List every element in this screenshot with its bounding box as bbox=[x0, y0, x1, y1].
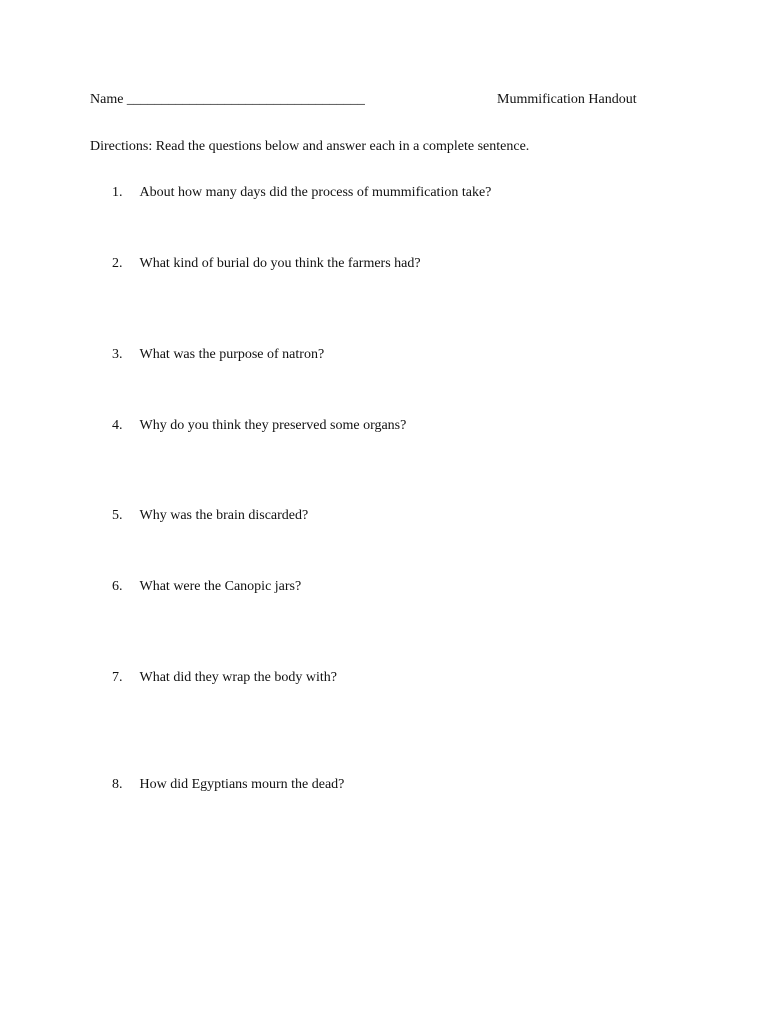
question-number: 8. bbox=[112, 777, 123, 792]
question-item bbox=[112, 670, 337, 686]
question-text: What was the purpose of natron? bbox=[139, 347, 325, 362]
question-item bbox=[112, 256, 421, 272]
question-item bbox=[112, 508, 308, 524]
name-field-label: Name __________________________________ bbox=[90, 92, 365, 107]
question-item bbox=[112, 777, 344, 793]
question-number: 7. bbox=[112, 670, 123, 685]
question-text: Why do you think they preserved some organs? bbox=[139, 418, 407, 433]
question-number: 3. bbox=[112, 347, 123, 362]
question-item bbox=[112, 418, 406, 434]
page-title: Mummification Handout bbox=[497, 92, 637, 107]
question-item bbox=[112, 347, 324, 363]
question-number: 6. bbox=[112, 579, 123, 594]
question-number: 2. bbox=[112, 256, 123, 271]
directions-text: Directions: Read the questions below and answer each in a complete sentence. bbox=[90, 139, 530, 154]
question-number: 5. bbox=[112, 508, 123, 523]
question-text: What did they wrap the body with? bbox=[139, 670, 338, 685]
question-text: What were the Canopic jars? bbox=[139, 579, 302, 594]
question-number: 4. bbox=[112, 418, 123, 433]
question-text: About how many days did the process of mummification take? bbox=[139, 185, 492, 200]
question-text: Why was the brain discarded? bbox=[139, 508, 309, 523]
question-text: How did Egyptians mourn the dead? bbox=[139, 777, 345, 792]
question-item bbox=[112, 579, 301, 595]
question-text: What kind of burial do you think the farmers had? bbox=[139, 256, 421, 271]
question-number: 1. bbox=[112, 185, 123, 200]
question-item bbox=[112, 185, 491, 201]
